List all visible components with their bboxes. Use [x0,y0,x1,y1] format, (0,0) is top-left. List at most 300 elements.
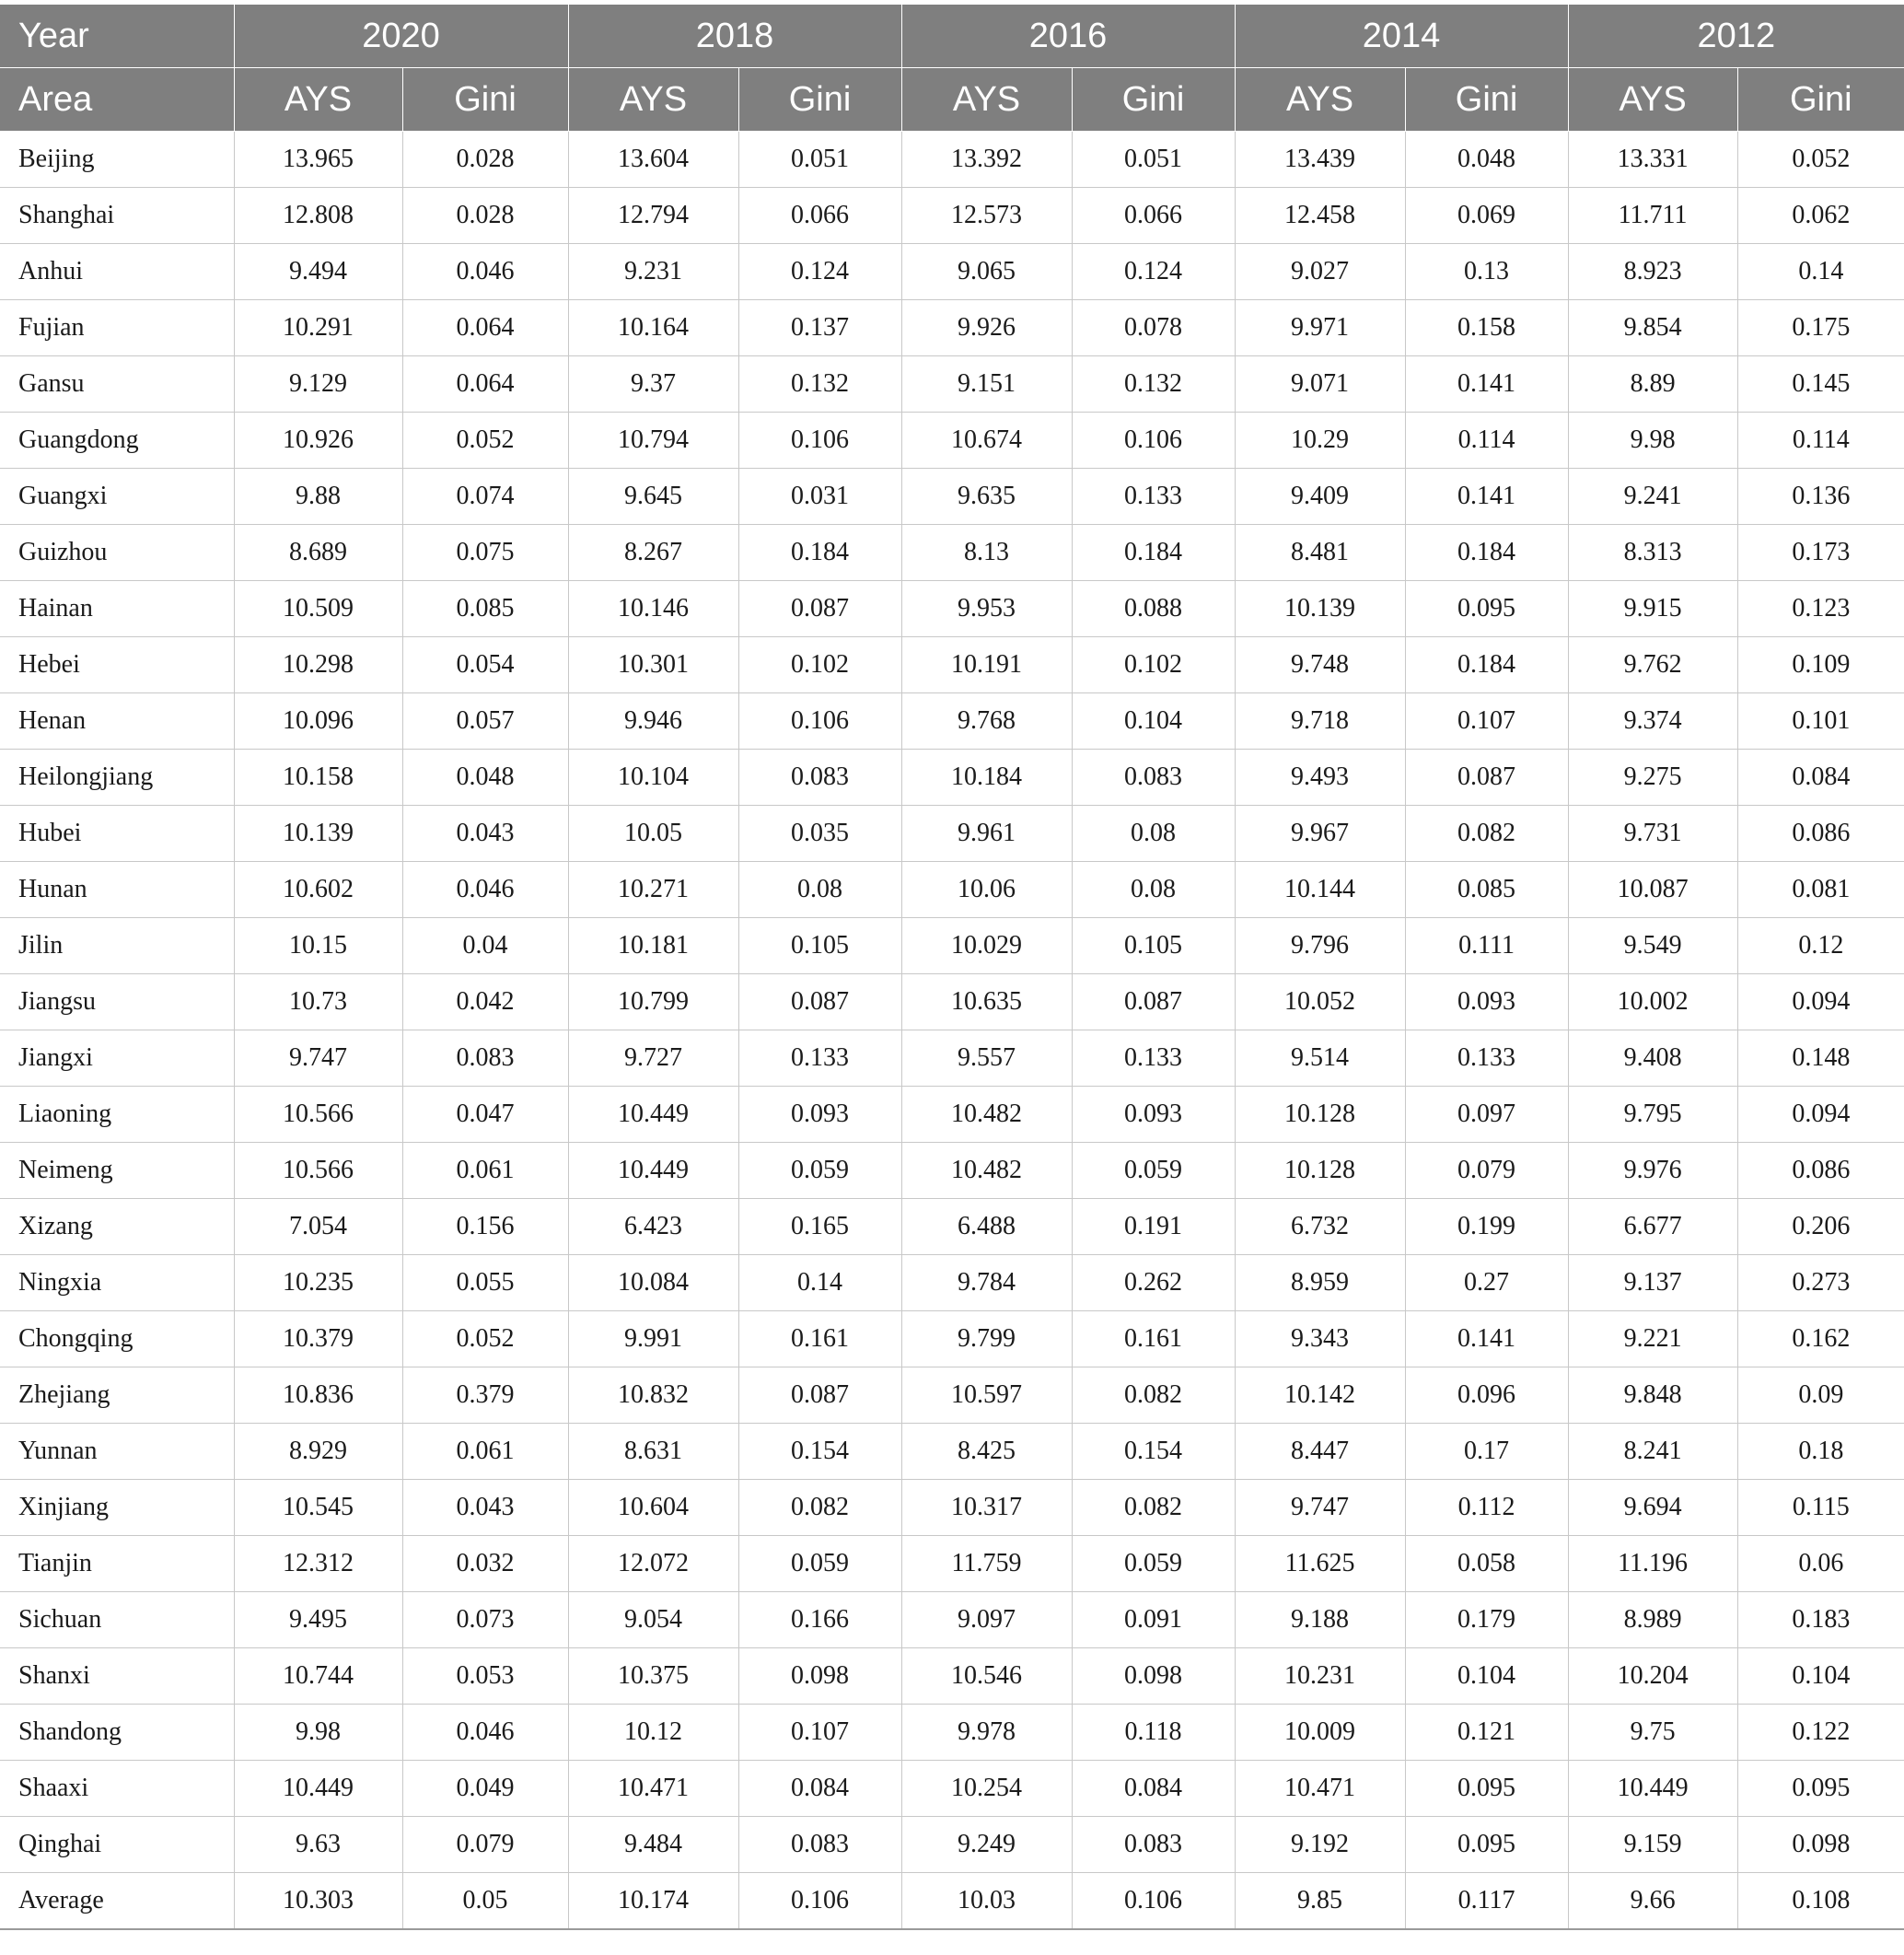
gini-cell: 0.093 [738,1087,901,1143]
table-row [0,1199,1904,1255]
table-row [0,188,1904,244]
gini-cell: 0.133 [1072,1030,1235,1087]
gini-cell: 0.087 [738,1367,901,1424]
gini-cell: 0.123 [1737,581,1904,637]
ays-cell: 9.493 [1235,750,1405,806]
area-cell: Xinjiang [0,1480,234,1536]
gini-cell: 0.046 [402,244,568,300]
gini-cell: 0.074 [402,469,568,525]
ays-cell: 9.854 [1568,300,1737,356]
ays-cell: 6.677 [1568,1199,1737,1255]
ays-cell: 10.029 [901,918,1072,974]
gini-cell: 0.095 [1405,1761,1568,1817]
gini-cell: 0.104 [1405,1648,1568,1705]
table-row [0,1480,1904,1536]
table-row [0,469,1904,525]
table-row [0,300,1904,356]
ays-cell: 10.317 [901,1480,1072,1536]
year-header-2014: 2014 [1235,5,1568,68]
ays-cell: 8.929 [234,1424,402,1480]
ays-cell: 8.425 [901,1424,1072,1480]
gini-cell: 0.17 [1405,1424,1568,1480]
table-row [0,581,1904,637]
ays-cell: 13.439 [1235,132,1405,188]
ays-cell: 10.482 [901,1143,1072,1199]
ays-cell: 9.63 [234,1817,402,1873]
gini-cell: 0.091 [1072,1592,1235,1648]
gini-cell: 0.098 [738,1648,901,1705]
table-row [0,1030,1904,1087]
ays-cell: 12.794 [568,188,738,244]
ays-cell: 10.471 [568,1761,738,1817]
ays-cell: 9.66 [1568,1873,1737,1930]
table-row [0,525,1904,581]
gini-cell: 0.107 [1405,693,1568,750]
gini-cell: 0.06 [1737,1536,1904,1592]
ays-cell: 10.449 [568,1087,738,1143]
ays-cell: 10.566 [234,1143,402,1199]
gini-cell: 0.098 [1737,1817,1904,1873]
table-row [0,1592,1904,1648]
gini-cell: 0.184 [1405,525,1568,581]
ays-cell: 9.188 [1235,1592,1405,1648]
ays-cell: 9.747 [1235,1480,1405,1536]
ays-cell: 9.495 [234,1592,402,1648]
area-cell: Shanghai [0,188,234,244]
ays-cell: 9.231 [568,244,738,300]
gini-cell: 0.106 [738,413,901,469]
gini-cell: 0.262 [1072,1255,1235,1311]
ays-cell: 9.748 [1235,637,1405,693]
gini-cell: 0.048 [402,750,568,806]
ays-cell: 8.959 [1235,1255,1405,1311]
gini-cell: 0.061 [402,1143,568,1199]
gini-cell: 0.085 [1405,862,1568,918]
ays-cell: 8.689 [234,525,402,581]
ays-cell: 9.915 [1568,581,1737,637]
gini-cell: 0.08 [1072,806,1235,862]
table-row [0,1817,1904,1873]
ays-cell: 9.953 [901,581,1072,637]
gini-cell: 0.184 [1072,525,1235,581]
gini-cell: 0.046 [402,862,568,918]
ays-cell: 9.768 [901,693,1072,750]
ays-cell: 10.158 [234,750,402,806]
area-cell: Tianjin [0,1536,234,1592]
table-row [0,1087,1904,1143]
ays-cell: 9.731 [1568,806,1737,862]
table-row [0,1424,1904,1480]
gini-cell: 0.032 [402,1536,568,1592]
gini-cell: 0.094 [1737,1087,1904,1143]
gini-cell: 0.059 [1072,1536,1235,1592]
gini-cell: 0.081 [1737,862,1904,918]
gini-cell: 0.106 [738,693,901,750]
ays-cell: 6.423 [568,1199,738,1255]
gini-cell: 0.106 [1072,1873,1235,1930]
gini-cell: 0.085 [402,581,568,637]
gini-cell: 0.066 [1072,188,1235,244]
year-header-2012: 2012 [1568,5,1904,68]
area-cell: Hunan [0,862,234,918]
ays-cell: 9.718 [1235,693,1405,750]
table-row [0,862,1904,918]
ays-cell: 8.241 [1568,1424,1737,1480]
ays-cell: 9.494 [234,244,402,300]
gini-cell: 0.087 [1072,974,1235,1030]
ays-cell: 9.374 [1568,693,1737,750]
ays-cell: 10.271 [568,862,738,918]
table-row [0,806,1904,862]
ays-cell: 10.174 [568,1873,738,1930]
table-row [0,1873,1904,1930]
gini-cell: 0.073 [402,1592,568,1648]
ays-cell: 10.084 [568,1255,738,1311]
table-row [0,974,1904,1030]
ays-cell: 10.799 [568,974,738,1030]
gini-header: Gini [1072,68,1235,132]
gini-cell: 0.161 [1072,1311,1235,1367]
ays-cell: 10.184 [901,750,1072,806]
gini-cell: 0.087 [738,581,901,637]
gini-cell: 0.035 [738,806,901,862]
gini-cell: 0.106 [1072,413,1235,469]
ays-cell: 9.408 [1568,1030,1737,1087]
gini-cell: 0.112 [1405,1480,1568,1536]
gini-cell: 0.079 [1405,1143,1568,1199]
area-cell: Guangdong [0,413,234,469]
gini-cell: 0.104 [1737,1648,1904,1705]
ays-cell: 10.375 [568,1648,738,1705]
ays-cell: 10.635 [901,974,1072,1030]
year-header-2020: 2020 [234,5,568,68]
ays-cell: 10.03 [901,1873,1072,1930]
ays-cell: 9.192 [1235,1817,1405,1873]
gini-cell: 0.102 [738,637,901,693]
ays-cell: 9.065 [901,244,1072,300]
table-row [0,637,1904,693]
area-cell: Qinghai [0,1817,234,1873]
ays-cell: 10.303 [234,1873,402,1930]
ays-cell: 10.06 [901,862,1072,918]
gini-cell: 0.094 [1737,974,1904,1030]
gini-cell: 0.156 [402,1199,568,1255]
gini-cell: 0.059 [738,1143,901,1199]
area-cell: Guangxi [0,469,234,525]
ays-cell: 10.449 [234,1761,402,1817]
metric-header-row [0,68,1904,132]
ays-cell: 9.557 [901,1030,1072,1087]
gini-cell: 0.183 [1737,1592,1904,1648]
gini-cell: 0.084 [738,1761,901,1817]
ays-cell: 8.481 [1235,525,1405,581]
gini-cell: 0.132 [738,356,901,413]
ays-cell: 9.991 [568,1311,738,1367]
ays-cell: 9.978 [901,1705,1072,1761]
area-cell: Shandong [0,1705,234,1761]
ays-cell: 13.392 [901,132,1072,188]
table-row [0,693,1904,750]
area-cell: Zhejiang [0,1367,234,1424]
gini-cell: 0.162 [1737,1311,1904,1367]
ays-cell: 9.762 [1568,637,1737,693]
ays-cell: 9.971 [1235,300,1405,356]
gini-header: Gini [738,68,901,132]
area-cell: Hubei [0,806,234,862]
ays-cell: 9.976 [1568,1143,1737,1199]
gini-cell: 0.08 [1072,862,1235,918]
year-header-2018: 2018 [568,5,901,68]
area-cell: Chongqing [0,1311,234,1367]
gini-cell: 0.166 [738,1592,901,1648]
gini-cell: 0.046 [402,1705,568,1761]
ays-cell: 13.965 [234,132,402,188]
ays-cell: 8.313 [1568,525,1737,581]
gini-cell: 0.047 [402,1087,568,1143]
ays-cell: 10.29 [1235,413,1405,469]
ays-cell: 9.484 [568,1817,738,1873]
ays-cell: 9.946 [568,693,738,750]
area-cell: Hainan [0,581,234,637]
gini-header: Gini [1405,68,1568,132]
ays-cell: 9.635 [901,469,1072,525]
area-cell: Liaoning [0,1087,234,1143]
ays-cell: 13.604 [568,132,738,188]
ays-cell: 8.447 [1235,1424,1405,1480]
ays-cell: 9.795 [1568,1087,1737,1143]
gini-cell: 0.114 [1737,413,1904,469]
ays-cell: 11.711 [1568,188,1737,244]
gini-cell: 0.083 [1072,1817,1235,1873]
gini-cell: 0.055 [402,1255,568,1311]
gini-cell: 0.049 [402,1761,568,1817]
gini-cell: 0.122 [1737,1705,1904,1761]
ays-cell: 10.181 [568,918,738,974]
gini-cell: 0.109 [1737,637,1904,693]
gini-cell: 0.098 [1072,1648,1235,1705]
gini-cell: 0.273 [1737,1255,1904,1311]
table-row [0,1761,1904,1817]
ays-cell: 10.254 [901,1761,1072,1817]
gini-cell: 0.133 [738,1030,901,1087]
area-header-label: Area [0,68,234,132]
gini-cell: 0.117 [1405,1873,1568,1930]
gini-cell: 0.04 [402,918,568,974]
ays-cell: 11.625 [1235,1536,1405,1592]
gini-cell: 0.145 [1737,356,1904,413]
area-cell: Jiangxi [0,1030,234,1087]
gini-cell: 0.118 [1072,1705,1235,1761]
gini-cell: 0.083 [402,1030,568,1087]
ays-cell: 9.097 [901,1592,1072,1648]
ays-cell: 10.052 [1235,974,1405,1030]
gini-cell: 0.082 [1405,806,1568,862]
gini-cell: 0.105 [1072,918,1235,974]
data-table [0,5,1904,1930]
gini-cell: 0.061 [402,1424,568,1480]
area-cell: Shaaxi [0,1761,234,1817]
ays-cell: 7.054 [234,1199,402,1255]
ays-header: AYS [1235,68,1405,132]
gini-cell: 0.141 [1405,356,1568,413]
gini-cell: 0.075 [402,525,568,581]
ays-cell: 10.566 [234,1087,402,1143]
gini-cell: 0.052 [402,413,568,469]
ays-cell: 10.602 [234,862,402,918]
gini-cell: 0.051 [738,132,901,188]
ays-cell: 10.009 [1235,1705,1405,1761]
gini-cell: 0.095 [1405,1817,1568,1873]
ays-cell: 9.747 [234,1030,402,1087]
table-row [0,1367,1904,1424]
ays-cell: 9.727 [568,1030,738,1087]
area-cell: Sichuan [0,1592,234,1648]
gini-header: Gini [402,68,568,132]
area-cell: Guizhou [0,525,234,581]
ays-cell: 10.832 [568,1367,738,1424]
gini-cell: 0.064 [402,300,568,356]
gini-cell: 0.105 [738,918,901,974]
gini-cell: 0.137 [738,300,901,356]
gini-cell: 0.199 [1405,1199,1568,1255]
area-cell: Shanxi [0,1648,234,1705]
table-row [0,1143,1904,1199]
gini-cell: 0.028 [402,132,568,188]
gini-cell: 0.088 [1072,581,1235,637]
ays-cell: 10.191 [901,637,1072,693]
ays-cell: 9.129 [234,356,402,413]
gini-cell: 0.059 [1072,1143,1235,1199]
gini-cell: 0.107 [738,1705,901,1761]
table-row [0,413,1904,469]
ays-cell: 8.631 [568,1424,738,1480]
area-cell: Yunnan [0,1424,234,1480]
table-row [0,1536,1904,1592]
ays-cell: 9.343 [1235,1311,1405,1367]
ays-cell: 10.73 [234,974,402,1030]
ays-cell: 6.488 [901,1199,1072,1255]
ays-cell: 10.836 [234,1367,402,1424]
gini-cell: 0.09 [1737,1367,1904,1424]
ays-cell: 9.796 [1235,918,1405,974]
ays-header: AYS [1568,68,1737,132]
year-header-2016: 2016 [901,5,1235,68]
ays-cell: 11.196 [1568,1536,1737,1592]
ays-cell: 10.449 [1568,1761,1737,1817]
gini-cell: 0.08 [738,862,901,918]
ays-cell: 9.88 [234,469,402,525]
gini-cell: 0.093 [1405,974,1568,1030]
ays-cell: 9.514 [1235,1030,1405,1087]
gini-cell: 0.175 [1737,300,1904,356]
table-header [0,5,1904,132]
ays-cell: 12.573 [901,188,1072,244]
ays-cell: 10.379 [234,1311,402,1367]
area-cell: Xizang [0,1199,234,1255]
gini-cell: 0.154 [1072,1424,1235,1480]
gini-cell: 0.379 [402,1367,568,1424]
ays-cell: 9.249 [901,1817,1072,1873]
area-cell: Gansu [0,356,234,413]
gini-cell: 0.059 [738,1536,901,1592]
gini-cell: 0.13 [1405,244,1568,300]
gini-cell: 0.042 [402,974,568,1030]
gini-cell: 0.165 [738,1199,901,1255]
ays-cell: 9.159 [1568,1817,1737,1873]
ays-cell: 10.142 [1235,1367,1405,1424]
ays-cell: 10.235 [234,1255,402,1311]
gini-cell: 0.086 [1737,1143,1904,1199]
area-cell: Fujian [0,300,234,356]
ays-cell: 10.15 [234,918,402,974]
gini-cell: 0.158 [1405,300,1568,356]
ays-cell: 9.221 [1568,1311,1737,1367]
gini-cell: 0.161 [738,1311,901,1367]
ays-cell: 9.85 [1235,1873,1405,1930]
gini-cell: 0.043 [402,806,568,862]
gini-cell: 0.121 [1405,1705,1568,1761]
ays-cell: 10.926 [234,413,402,469]
gini-cell: 0.053 [402,1648,568,1705]
ays-header: AYS [234,68,402,132]
gini-cell: 0.051 [1072,132,1235,188]
ays-cell: 9.241 [1568,469,1737,525]
ays-cell: 10.482 [901,1087,1072,1143]
area-cell: Beijing [0,132,234,188]
ays-cell: 10.139 [234,806,402,862]
gini-cell: 0.082 [1072,1367,1235,1424]
area-cell: Average [0,1873,234,1930]
ays-cell: 8.89 [1568,356,1737,413]
gini-cell: 0.115 [1737,1480,1904,1536]
gini-cell: 0.191 [1072,1199,1235,1255]
gini-cell: 0.095 [1737,1761,1904,1817]
ays-cell: 9.961 [901,806,1072,862]
gini-cell: 0.173 [1737,525,1904,581]
gini-cell: 0.206 [1737,1199,1904,1255]
gini-cell: 0.066 [738,188,901,244]
gini-cell: 0.043 [402,1480,568,1536]
ays-cell: 10.104 [568,750,738,806]
ays-cell: 10.597 [901,1367,1072,1424]
ays-cell: 9.967 [1235,806,1405,862]
area-cell: Neimeng [0,1143,234,1199]
gini-cell: 0.124 [738,244,901,300]
gini-cell: 0.048 [1405,132,1568,188]
ays-cell: 10.05 [568,806,738,862]
ays-cell: 11.759 [901,1536,1072,1592]
ays-cell: 10.509 [234,581,402,637]
ays-cell: 10.146 [568,581,738,637]
ays-cell: 12.458 [1235,188,1405,244]
gini-cell: 0.184 [1405,637,1568,693]
ays-cell: 12.072 [568,1536,738,1592]
ays-cell: 10.298 [234,637,402,693]
ays-cell: 8.989 [1568,1592,1737,1648]
table-row [0,1648,1904,1705]
ays-cell: 9.98 [1568,413,1737,469]
gini-cell: 0.084 [1072,1761,1235,1817]
ays-cell: 9.054 [568,1592,738,1648]
ays-cell: 10.128 [1235,1087,1405,1143]
gini-cell: 0.102 [1072,637,1235,693]
gini-cell: 0.148 [1737,1030,1904,1087]
gini-cell: 0.141 [1405,1311,1568,1367]
ays-cell: 9.799 [901,1311,1072,1367]
ays-header: AYS [901,68,1072,132]
gini-cell: 0.104 [1072,693,1235,750]
ays-cell: 10.291 [234,300,402,356]
